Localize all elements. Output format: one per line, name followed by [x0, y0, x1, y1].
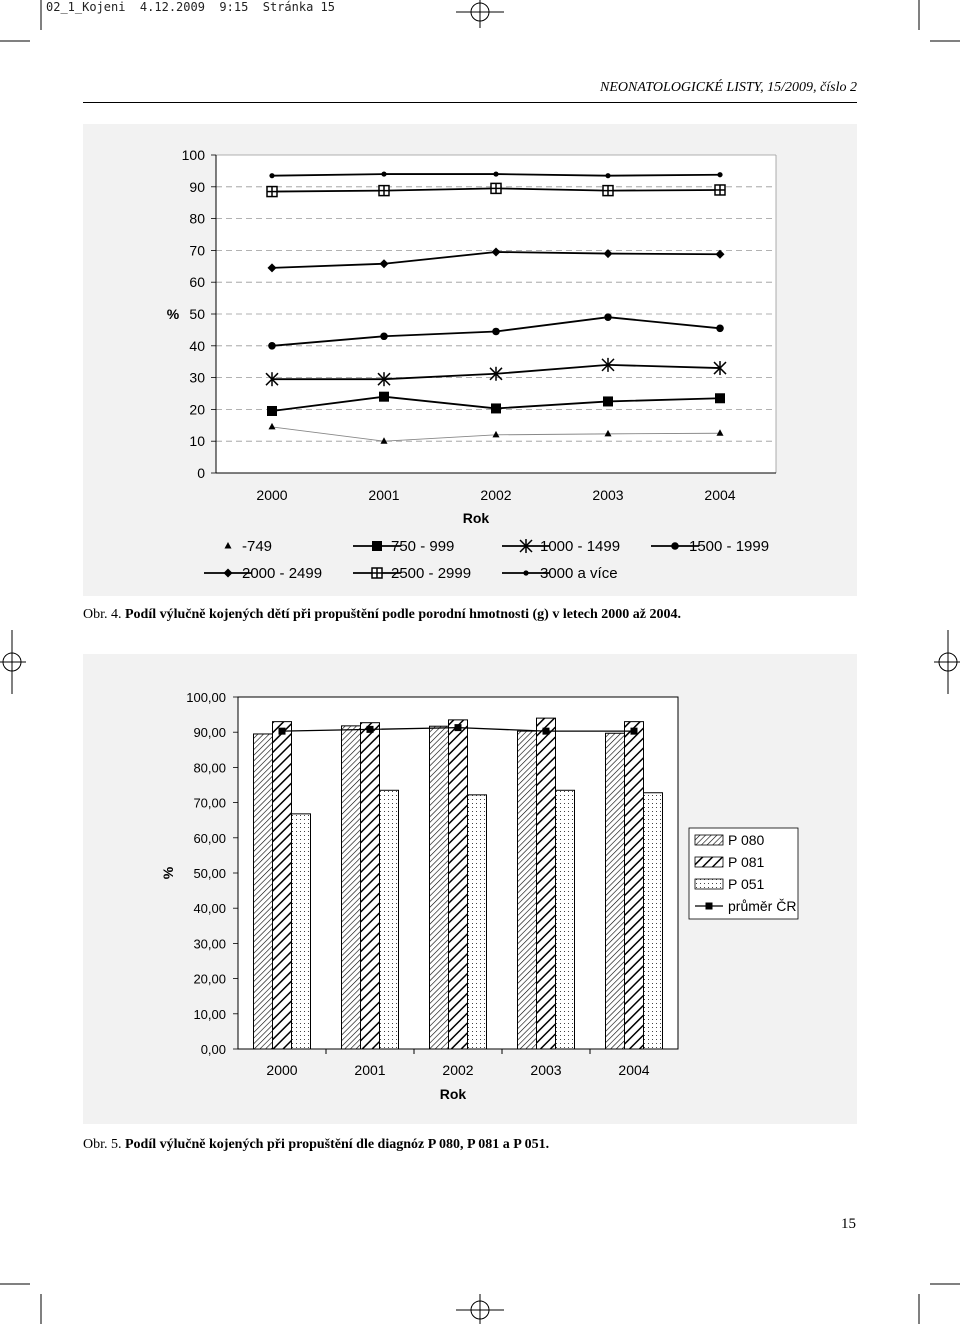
- legend-label: 2000 - 2499: [242, 565, 323, 582]
- y-tick-label: 40: [189, 337, 205, 354]
- average-point: [543, 728, 550, 735]
- y-tick-label: 70,00: [193, 795, 226, 811]
- data-point: [267, 406, 277, 416]
- average-point: [631, 728, 638, 735]
- legend-marker: [372, 541, 382, 551]
- bar: [430, 726, 449, 1049]
- y-tick-label: 90,00: [193, 725, 226, 741]
- data-point: [604, 313, 612, 321]
- average-point: [455, 724, 462, 731]
- y-tick-label: 20,00: [193, 971, 226, 987]
- x-tick-label: 2002: [480, 487, 512, 503]
- data-point: [717, 172, 722, 177]
- legend-marker: [706, 903, 713, 910]
- bar: [342, 726, 361, 1049]
- data-point: [379, 392, 389, 402]
- x-tick-label: 2001: [368, 487, 400, 503]
- data-point: [381, 171, 386, 176]
- y-tick-label: 0,00: [200, 1042, 226, 1057]
- bar: [625, 722, 644, 1049]
- figure-4-line-chart: [83, 124, 857, 596]
- bar: [606, 733, 625, 1049]
- legend-label: -749: [242, 538, 273, 555]
- data-point: [491, 403, 501, 413]
- x-axis-label: Rok: [462, 510, 490, 526]
- legend-swatch: [695, 857, 723, 867]
- data-point: [715, 393, 725, 403]
- data-point: [715, 185, 725, 195]
- y-tick-label: 10: [189, 433, 205, 450]
- bar: [449, 720, 468, 1049]
- legend-label: 2500 - 2999: [391, 565, 472, 582]
- data-point: [603, 186, 613, 196]
- y-tick-label: 100,00: [186, 690, 226, 705]
- y-tick-label: 30: [189, 369, 205, 386]
- figure-4-caption: [83, 607, 681, 623]
- y-tick-label: 20: [189, 401, 205, 418]
- bar: [468, 795, 487, 1049]
- legend-label: P 051: [728, 876, 765, 892]
- y-tick-label: 90: [189, 178, 205, 195]
- running-head: NEONATOLOGICKÉ LISTY, 15/2009, číslo 2: [600, 80, 857, 95]
- data-point: [491, 183, 501, 193]
- page-number: 15: [841, 1216, 856, 1232]
- header-rule: [83, 102, 857, 103]
- data-point: [603, 396, 613, 406]
- y-tick-label: 30,00: [193, 936, 226, 952]
- x-tick-label: 2002: [442, 1062, 474, 1078]
- legend-marker: [671, 542, 679, 550]
- legend-label: 1000 - 1499: [540, 538, 621, 555]
- data-point: [267, 187, 277, 197]
- print-slug: 02_1_Kojeni 4.12.2009 9:15 Stránka 15: [46, 0, 335, 14]
- legend-swatch: [695, 835, 723, 845]
- x-tick-label: 2001: [354, 1062, 386, 1078]
- y-tick-label: 0: [197, 465, 205, 481]
- bar: [380, 790, 399, 1049]
- y-tick-label: 40,00: [193, 901, 226, 917]
- y-tick-label: 80: [189, 210, 205, 227]
- legend-marker: [372, 568, 382, 578]
- data-point: [268, 342, 276, 350]
- y-tick-label: 100: [181, 147, 205, 163]
- caption-text: Podíl výlučně kojených při propuštění dle diagnóz P 080, P 081 a P 051.: [125, 1137, 550, 1152]
- data-point: [492, 328, 500, 336]
- data-point: [269, 173, 274, 178]
- y-tick-label: 80,00: [193, 760, 226, 776]
- bar: [292, 814, 311, 1049]
- bar: [254, 734, 273, 1049]
- x-tick-label: 2003: [530, 1062, 562, 1078]
- legend-marker: [523, 570, 528, 575]
- bar: [537, 718, 556, 1049]
- figure-5-bar-chart: [83, 654, 857, 1124]
- data-point: [493, 171, 498, 176]
- legend-label: P 080: [728, 832, 765, 848]
- legend-marker: [225, 542, 232, 549]
- y-tick-label: 60,00: [193, 830, 226, 846]
- legend-label: průměr ČR: [728, 898, 797, 914]
- line-chart-svg: [83, 124, 857, 596]
- legend-label: P 081: [728, 854, 765, 870]
- y-tick-label: 70: [189, 242, 205, 259]
- y-tick-label: 50: [189, 306, 205, 322]
- y-axis-label: %: [160, 866, 176, 880]
- x-tick-label: 2004: [618, 1062, 650, 1078]
- legend-swatch: [695, 879, 723, 889]
- y-tick-label: 60: [189, 274, 205, 291]
- legend-label: 3000 a více: [540, 565, 618, 582]
- legend-marker: [224, 569, 233, 578]
- bar: [644, 793, 663, 1049]
- bar: [273, 722, 292, 1049]
- bar: [361, 723, 380, 1049]
- figure-5-caption: [83, 1137, 549, 1153]
- bar-chart-svg: [83, 654, 857, 1124]
- y-tick-label: 10,00: [193, 1006, 226, 1022]
- x-axis-label: Rok: [439, 1086, 467, 1102]
- bar: [518, 731, 537, 1049]
- data-point: [380, 332, 388, 340]
- x-tick-label: 2000: [256, 487, 288, 503]
- x-tick-label: 2003: [592, 487, 624, 503]
- x-tick-label: 2004: [704, 487, 736, 503]
- bar: [556, 790, 575, 1049]
- legend-label: 1500 - 1999: [689, 538, 770, 555]
- caption-label: Obr. 4.: [83, 607, 122, 622]
- x-tick-label: 2000: [266, 1062, 298, 1078]
- average-point: [367, 726, 374, 733]
- legend-label: 750 - 999: [391, 538, 455, 555]
- caption-label: Obr. 5.: [83, 1137, 122, 1152]
- data-point: [605, 173, 610, 178]
- y-tick-label: 50,00: [193, 866, 226, 881]
- average-point: [279, 728, 286, 735]
- y-axis-label: %: [166, 306, 180, 322]
- caption-text: Podíl výlučně kojených dětí při propuštění podle porodní hmotnosti (g) v letech 2000 až 2004.: [125, 607, 682, 622]
- data-point: [379, 186, 389, 196]
- data-point: [716, 325, 724, 333]
